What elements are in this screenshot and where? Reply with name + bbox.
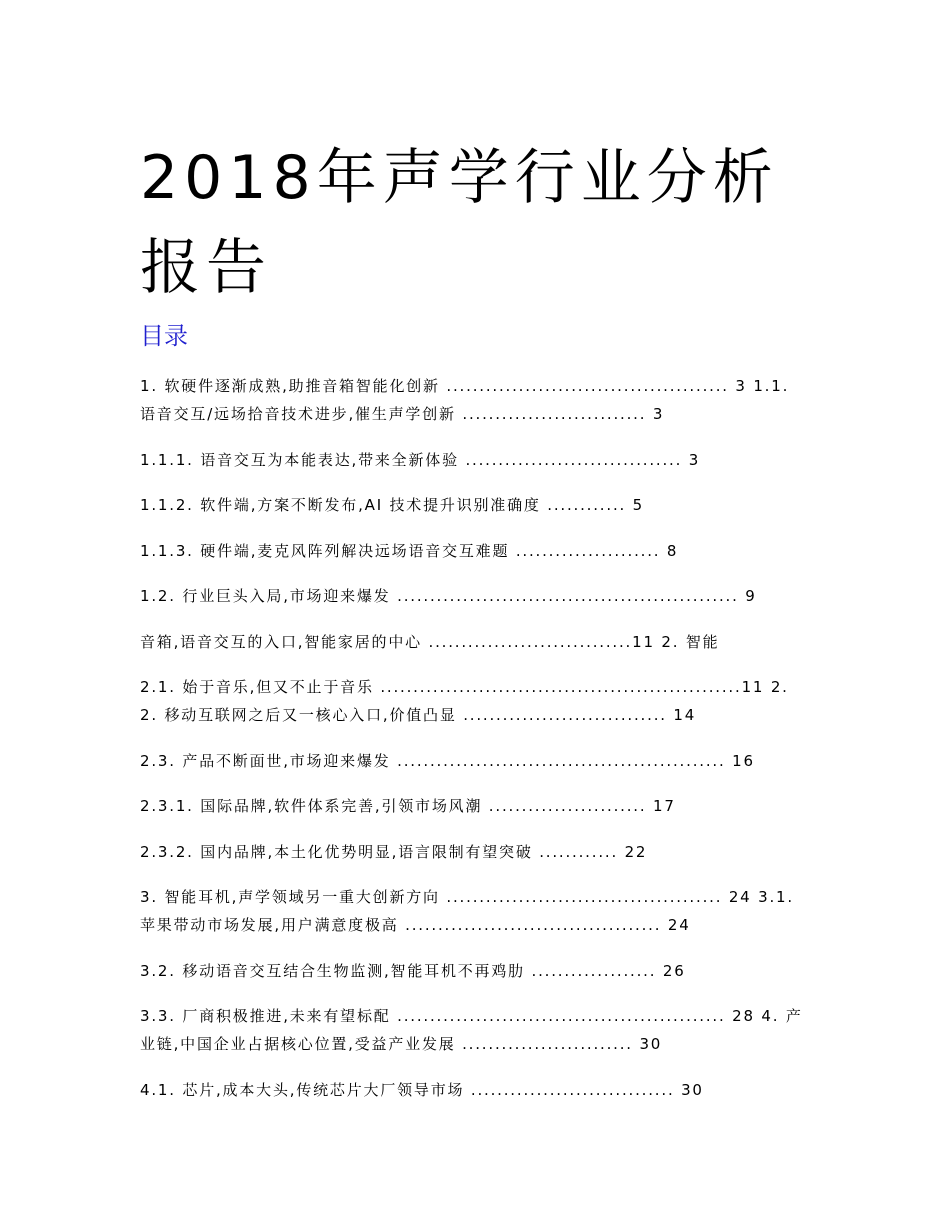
toc-entry[interactable]: 2.3.2. 国内品牌,本土化优势明显,语言限制有望突破 ............ 22 [140,842,648,861]
toc-entry[interactable]: 2.3. 产品不断面世,市场迎来爆发 .................................................. 16 [140,751,755,770]
toc-entry[interactable]: 2.3.1. 国际品牌,软件体系完善,引领市场风潮 ........................ 17 [140,797,676,815]
toc-entry[interactable]: 3. 智能耳机,声学领域另一重大创新方向 .......................................... 24 3.1. 苹果带动市场发展,用户满意度极高 ....................................... 24 [140,888,794,934]
toc-entry[interactable]: 1.1.1. 语音交互为本能表达,带来全新体验 ................................. 3 [140,450,701,469]
toc-entry[interactable]: 2.1. 始于音乐,但又不止于音乐 .......................................................11 2.2. 移动互联网之后又一核心入口,价值凸显 ............................... 14 [140,678,789,724]
toc-entry[interactable]: 3.3. 厂商积极推进,未来有望标配 .................................................. 28 4. 产业链,中国企业占据核心位置,受益产业发展 .......................... 30 [140,1007,803,1053]
toc-entry[interactable]: 1.1.3. 硬件端,麦克风阵列解决远场语音交互难题 ...................... 8 [140,541,679,560]
toc-entry[interactable]: 音箱,语音交互的入口,智能家居的中心 ...............................11 2. 智能 [140,632,720,651]
toc-entry[interactable]: 1. 软硬件逐渐成熟,助推音箱智能化创新 ........................................... 3 1.1. 语音交互/远场拾音技术进步,催生声学创新 ............................ 3 [140,377,790,423]
toc-entry[interactable]: 4.1. 芯片,成本大头,传统芯片大厂领导市场 ............................... 30 [140,1080,704,1099]
toc-entry[interactable]: 1.2. 行业巨头入局,市场迎来爆发 .................................................... 9 [140,587,757,605]
table-of-contents [140,372,805,1121]
toc-heading: 目录 [140,322,188,350]
toc-entry[interactable]: 1.1.2. 软件端,方案不断发布,AI 技术提升识别准确度 ............ 5 [140,496,644,514]
document-title: 2018年声学行业分析报告 [140,143,779,303]
toc-entry[interactable]: 3.2. 移动语音交互结合生物监测,智能耳机不再鸡肋 ................... 26 [140,961,686,980]
